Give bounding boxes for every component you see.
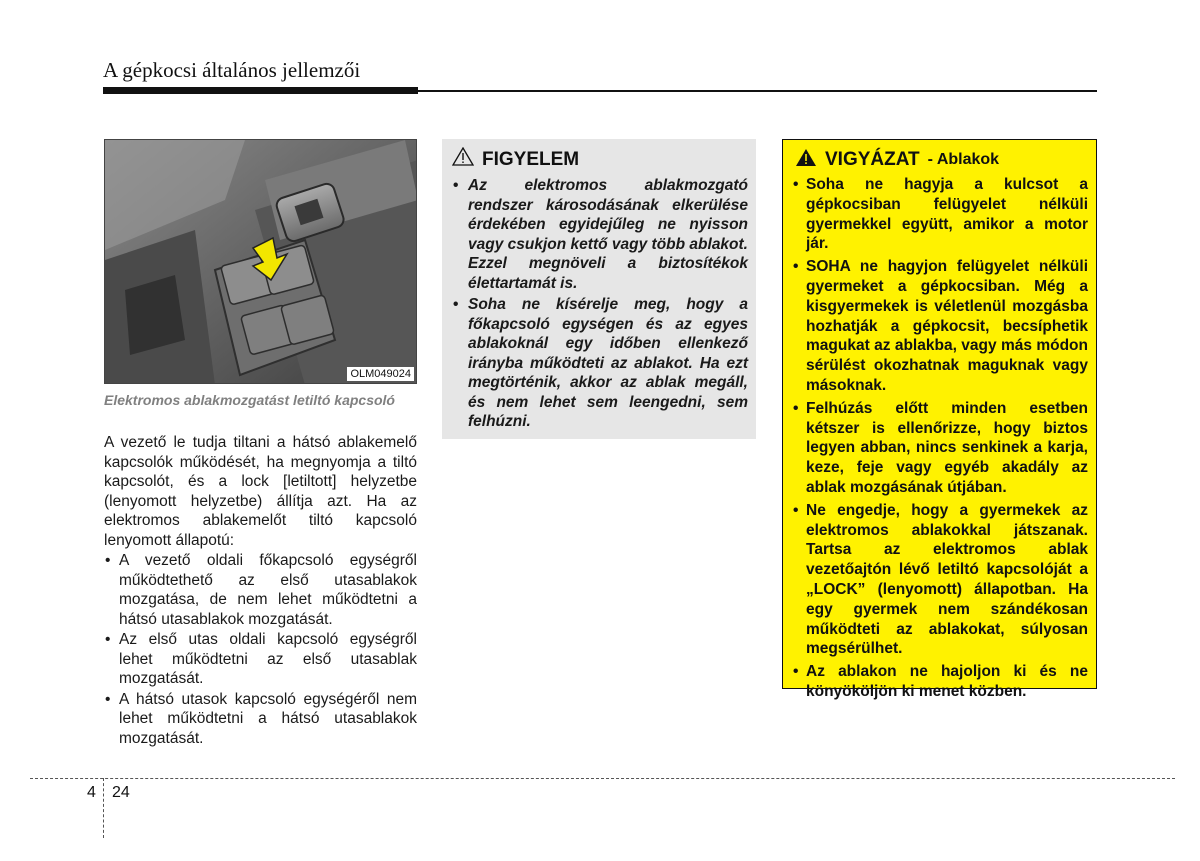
warning-header (452, 147, 748, 172)
caution-header (791, 148, 1088, 172)
footer-dashed-rule (30, 778, 1175, 779)
chapter-number: 4 (87, 784, 96, 801)
window-lock-switch-photo (104, 139, 417, 384)
list-item: • Soha ne hagyja a kulcsot a gépkocsiban felügyelet nélküli gyermekkel együtt, amikor a motor jár. (791, 175, 1088, 254)
list-item: • Felhúzás előtt minden esetben kétszer is ellenőrizze, hogy biztos legyen abban, nincs senkinek a karja, keze, feje vagy egyéb akadály az ablak mozgásának útjában. (791, 399, 1088, 498)
lock-effects-list (104, 551, 417, 748)
header-rule-thick (103, 87, 418, 94)
warning-box (442, 139, 756, 439)
list-item: • Soha ne kísérelje meg, hogy a főkapcsoló egységen és az egyes ablakoknál egy időben ellenkező irányba működteti az ablakot. Ha ezt megtörténik, akkor az ablak megáll, és nem lehet sem leengedni, sem felhúzni. (452, 295, 748, 432)
page-number: 24 (112, 784, 130, 801)
door-panel-illustration (105, 140, 417, 384)
header-rule-thin (418, 90, 1097, 92)
list-item: • Ne engedje, hogy a gyermekek az elektromos ablakokkal játszanak. Tartsa az elektromos ablak vezetőajtón lévő letiltó kapcsolóját a „LOCK” (lenyomott) állapotban. Ha egy gyermek nem szándékosan működteti az ablakokat, súlyosan megsérülhet. (791, 501, 1088, 659)
list-item: • Az ablakon ne hajoljon ki és ne könyököljön ki menet közben. (791, 662, 1088, 702)
list-item: • A vezető oldali főkapcsoló egységről működtethető az első utasablakok mozgatása, de nem lehet működtetni a hátsó utasablakok mozgatását. (104, 551, 417, 629)
intro-paragraph: A vezető le tudja tiltani a hátsó ablakemelő kapcsolók működését, ha megnyomja a tiltó kapcsolót, és a lock [letiltott] helyzetbe (lenyomott helyzetbe) állítja azt. Ha az elektromos ablakemelőt tiltó kapcsoló lenyomott állapotú: (104, 434, 417, 549)
caution-title: VIGYÁZAT (825, 149, 920, 170)
list-item: • Az első utas oldali kapcsoló egységről lehet működtetni az első utasablak mozgatását. (104, 630, 417, 689)
caution-box (782, 139, 1097, 700)
warning-list (452, 176, 748, 432)
figure-caption: Elektromos ablakmozgatást letiltó kapcsoló (104, 392, 395, 408)
image-code-label: OLM049024 (347, 367, 414, 381)
caution-subtitle: - Ablakok (927, 151, 1000, 168)
left-body-text (104, 433, 417, 748)
list-item: • SOHA ne hagyjon felügyelet nélküli gyermeket a gépkocsiban. Még a kisgyermekek is véletlenül mozgásba hozhatják a gépkocsit, becsíphetik magukat az ablakba, vagy más módon sérülést okozhatnak maguknak vagy másoknak. (791, 257, 1088, 396)
page-header-title: A gépkocsi általános jellemzői (103, 58, 361, 82)
warning-title: FIGYELEM (482, 148, 580, 170)
warning-triangle-filled-icon (795, 148, 817, 172)
footer-dashed-divider (103, 778, 104, 838)
list-item: • Az elektromos ablakmozgató rendszer károsodásának elkerülése érdekében egyidejűleg ne nyisson vagy csukjon kettő vagy több ablakot. Ezzel megnöveli a biztosítékok élettartamát is. (452, 176, 748, 293)
list-item: • A hátsó utasok kapcsoló egységéről nem lehet működtetni a hátsó utasablakok mozgatását. (104, 690, 417, 749)
caution-list (791, 175, 1088, 702)
warning-triangle-outline-icon (452, 147, 474, 172)
